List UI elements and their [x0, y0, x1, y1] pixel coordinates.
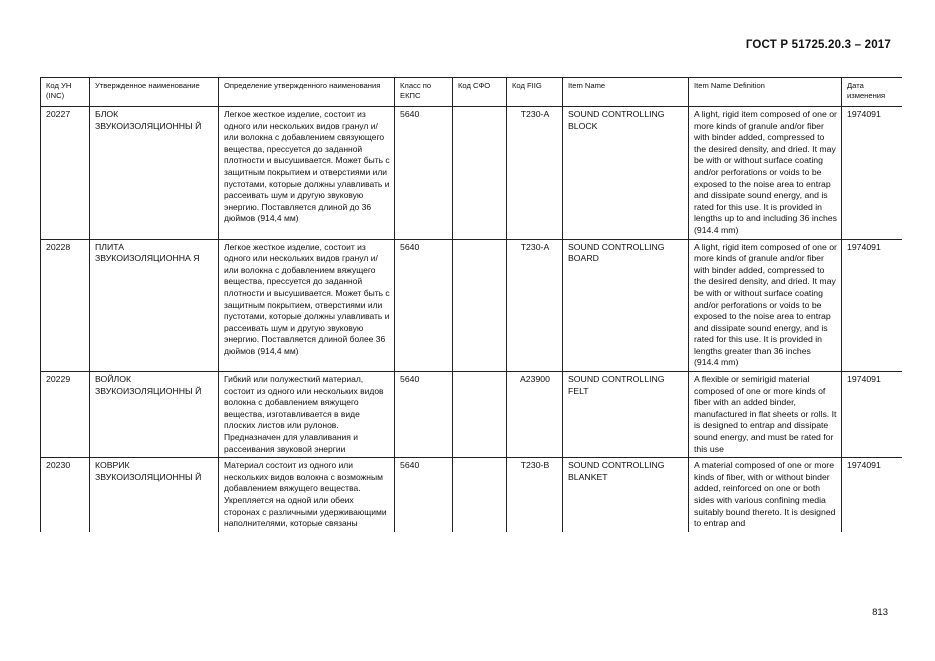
cell-fiig-code: A23900 — [507, 372, 563, 458]
cell-item-definition: A light, rigid item composed of one or more kinds of granule and/or fiber with binder added, compressed to the desired density, and dried. It may be with or without surface coating and/or perforations or voids to be exposed to the noise area to entrap and dissipate sound energy, and is rated for this use. It is provided in lengths up to and including 36 inches (914.4 mm) — [689, 107, 842, 240]
table-header-row — [41, 78, 903, 107]
cell-item-name: SOUND CONTROLLING BLOCK — [563, 107, 689, 240]
col-header-inc: Код УН (INC) — [41, 78, 90, 107]
col-header-item-name: Item Name — [563, 78, 689, 107]
col-header-sfo-code: Код СФО — [453, 78, 507, 107]
cell-item-definition: A light, rigid item composed of one or more kinds of granule and/or fiber with binder added, compressed to the desired density, and dried. It may be with or without surface coating and/or perforations or voids to be exposed to the noise area to entrap and dissipate sound energy, and is rated for this use. It is provided in lengths greater than 36 inches (914.4 mm) — [689, 239, 842, 372]
items-table — [40, 77, 902, 532]
cell-change-date: 1974091 — [842, 239, 903, 372]
cell-fiig-code: T230-B — [507, 458, 563, 532]
table-row — [41, 458, 903, 532]
cell-definition-ru: Легкое жесткое изделие, состоит из одного или нескольких видов гранул и/или волокна с добавлением связующего вещества, прессуется до заданной плотности и высушивается. Может быть с защитным покрытием и отверстиями или пустотами, которые должны улавливать и рассеивать шум и другую звуковую энергию. Поставляется длиной до 36 дюймов (914,4 мм) — [219, 107, 395, 240]
table-row — [41, 372, 903, 458]
cell-definition-ru: Материал состоит из одного или нескольких видов волокна с возможным добавлением вяжущего вещества. Укрепляется на одной или обеих сторонах с различными удерживающими наполнителями, которые связаны — [219, 458, 395, 532]
cell-fiig-code: T230-A — [507, 239, 563, 372]
col-header-class-ekps: Класс по ЕКПС — [395, 78, 453, 107]
table-row — [41, 107, 903, 240]
cell-item-definition: A material composed of one or more kinds of fiber, with or without binder added, reinforced on one or both sides with various confining media suitably bound thereto. It is designed to entrap and — [689, 458, 842, 532]
cell-sfo-code — [453, 372, 507, 458]
cell-approved-name: ПЛИТА ЗВУКОИЗОЛЯЦИОННА Я — [90, 239, 219, 372]
cell-inc: 20227 — [41, 107, 90, 240]
col-header-fiig-code: Код FIIG — [507, 78, 563, 107]
col-header-item-definition: Item Name Definition — [689, 78, 842, 107]
cell-inc: 20230 — [41, 458, 90, 532]
page-number: 813 — [872, 607, 888, 618]
cell-change-date: 1974091 — [842, 372, 903, 458]
table-container — [40, 77, 902, 604]
cell-inc: 20228 — [41, 239, 90, 372]
cell-fiig-code: T230-A — [507, 107, 563, 240]
col-header-approved-name: Утвержденное наименование — [90, 78, 219, 107]
cell-approved-name: КОВРИК ЗВУКОИЗОЛЯЦИОННЫ Й — [90, 458, 219, 532]
col-header-change-date: Дата изменения — [842, 78, 903, 107]
cell-inc: 20229 — [41, 372, 90, 458]
col-header-definition-ru: Определение утвержденного наименования — [219, 78, 395, 107]
cell-sfo-code — [453, 239, 507, 372]
cell-item-name: SOUND CONTROLLING BLANKET — [563, 458, 689, 532]
cell-change-date: 1974091 — [842, 458, 903, 532]
cell-class-ekps: 5640 — [395, 107, 453, 240]
cell-definition-ru: Гибкий или полужесткий материал, состоит из одного или нескольких видов волокна с добавлением вяжущего вещества, изготавливается в виде плоских листов или рулонов. Предназначен для улавливания и рассеивания звуковой энергии — [219, 372, 395, 458]
cell-class-ekps: 5640 — [395, 458, 453, 532]
cell-approved-name: ВОЙЛОК ЗВУКОИЗОЛЯЦИОННЫ Й — [90, 372, 219, 458]
cell-sfo-code — [453, 107, 507, 240]
cell-class-ekps: 5640 — [395, 372, 453, 458]
cell-item-name: SOUND CONTROLLING FELT — [563, 372, 689, 458]
cell-definition-ru: Легкое жесткое изделие, состоит из одного или нескольких видов гранул и/или волокна с добавлением вяжущего вещества, прессуется до заданной плотности и высушивается. Может быть с защитным покрытием, отверстиями или пустотами, которые должны улавливать и рассеивать шум и другую звуковую энергию. Поставляется длиной более 36 дюймов (914,4 мм) — [219, 239, 395, 372]
cell-class-ekps: 5640 — [395, 239, 453, 372]
cell-approved-name: БЛОК ЗВУКОИЗОЛЯЦИОННЫ Й — [90, 107, 219, 240]
cell-item-name: SOUND CONTROLLING BOARD — [563, 239, 689, 372]
table-row — [41, 239, 903, 372]
document-title: ГОСТ Р 51725.20.3 – 2017 — [745, 39, 891, 51]
cell-sfo-code — [453, 458, 507, 532]
cell-item-definition: A flexible or semirigid material composed of one or more kinds of fiber with an added binder, manufactured in flat sheets or rolls. It is designed to entrap and dissipate sound energy, and must be rated for this use — [689, 372, 842, 458]
cell-change-date: 1974091 — [842, 107, 903, 240]
